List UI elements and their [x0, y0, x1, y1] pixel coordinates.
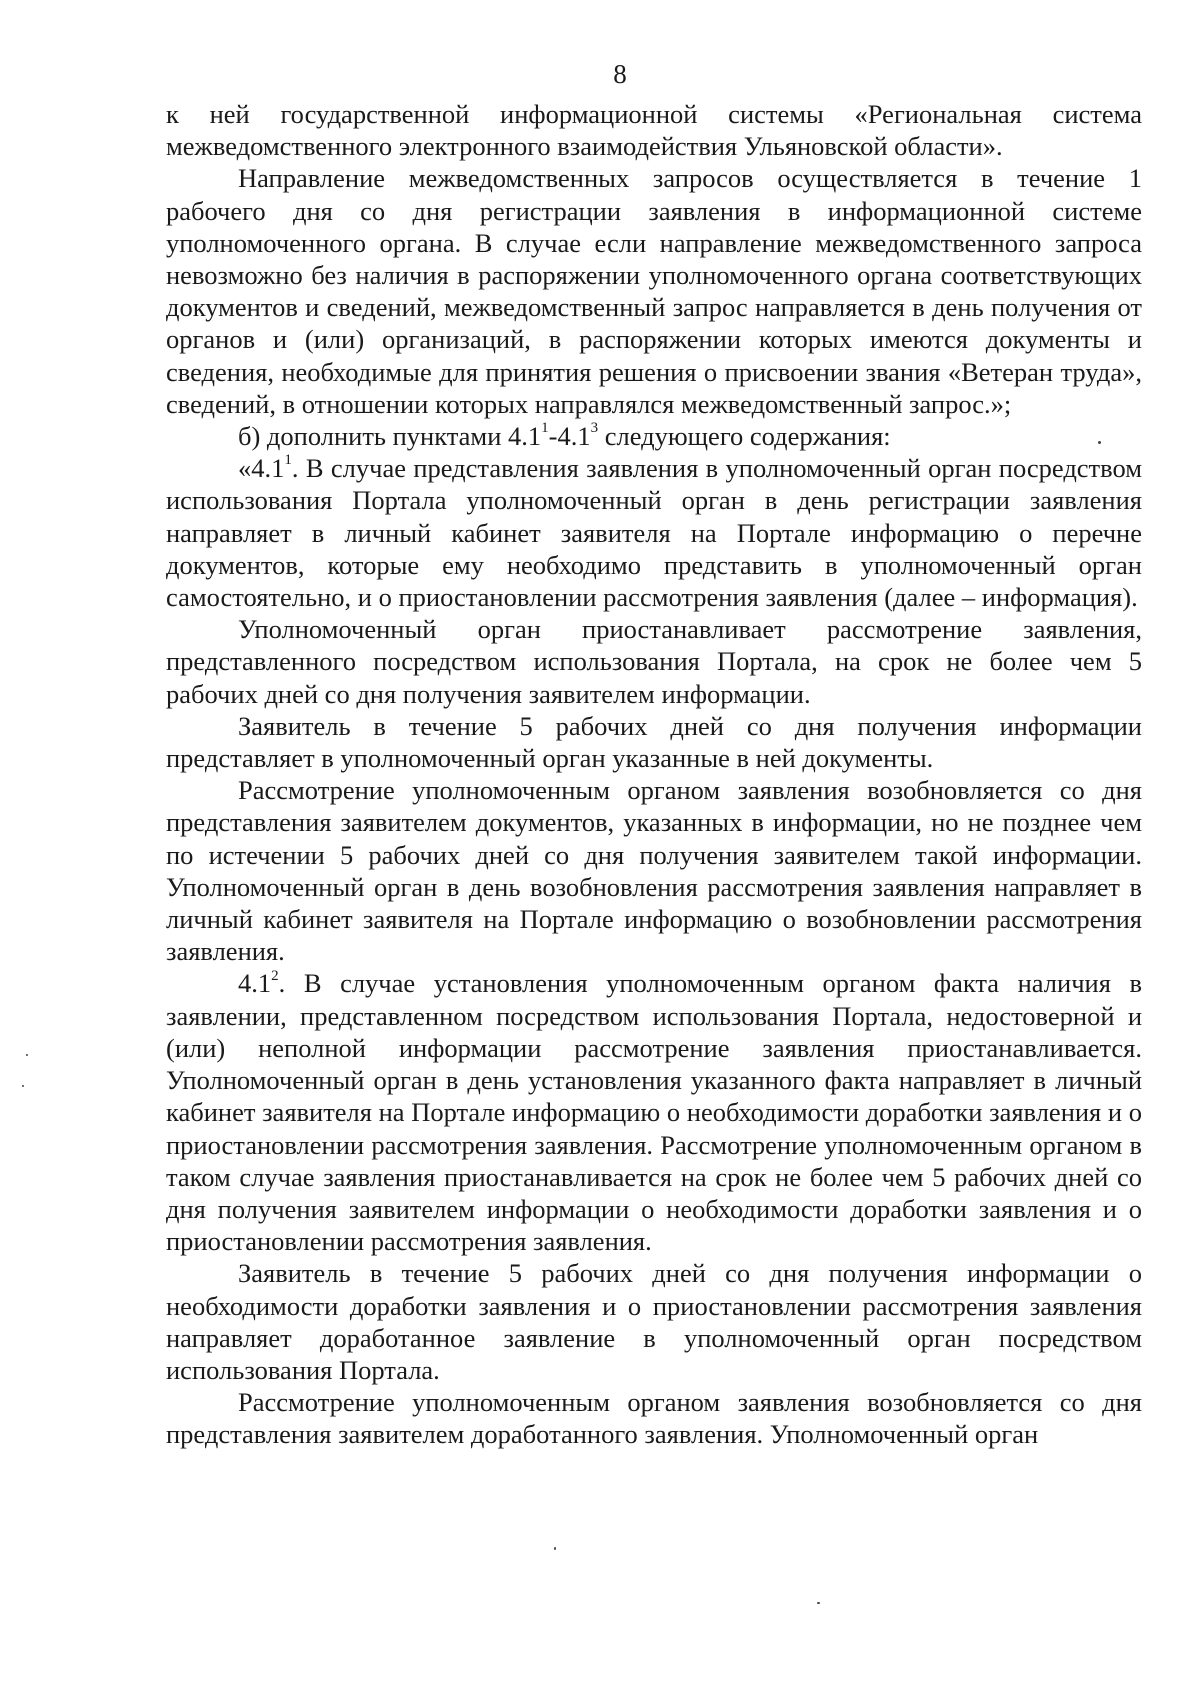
paragraph-clause-4-1-1: [166, 452, 1142, 613]
paragraph-resumption-revised: Рассмотрение уполномоченным органом заявления возобновляется со дня представления заявителем доработанного заявления. Уполномоченный орган: [166, 1387, 1142, 1450]
superscript: 1: [541, 420, 549, 437]
paragraph-amendment-b: [166, 420, 1142, 452]
scan-speck: [22, 1085, 24, 1087]
clause-text: . В случае представления заявления в уполномоченный орган посредством использования Портала уполномоченный орган в день регистрации заявления направляет в личный кабинет заявителя на Портале информацию о перечне документов, которые ему необходимо представить в уполномоченный орган самостоятельно, и о приостановлении рассмотрения заявления (далее – информация).: [166, 453, 1142, 613]
scan-speck: [817, 1602, 820, 1604]
page-number: 8: [613, 59, 627, 89]
scan-speck: [554, 1547, 556, 1550]
paragraph-suspension: Уполномоченный орган приостанавливает рассмотрение заявления, представленного посредством использования Портала, на срок не более чем 5 рабочих дней со дня получения заявителем информации.: [166, 614, 1142, 709]
paragraph-resumption: Рассмотрение уполномоченным органом заявления возобновляется со дня представления заявителем документов, указанных в информации, но не позднее чем по истечении 5 рабочих дней со дня получения заявителем такой информации. Уполномоченный орган в день возобновления рассмотрения заявления направляет в личный кабинет заявителя на Портале информацию о возобновлении рассмотрения заявления.: [166, 775, 1142, 967]
amendment-b-text-start: б) дополнить пунктами 4.1: [238, 421, 542, 452]
amendment-b-text-end: следующего содержания:: [598, 421, 891, 452]
clause-text: . В случае установления уполномоченным органом факта наличия в заявлении, представленном посредством использования Портала, недостоверной и (или) неполной информации рассмотрение заявления приостанавливается. Уполномоченный орган в день установления указанного факта направляет в личный кабинет заявителя на Портале информацию о необходимости доработки заявления и о приостановлении рассмотрения заявления. Рассмотрение уполномоченным органом в таком случае заявления приостанавливается на срок не более чем 5 рабочих дней со дня получения заявителем информации о необходимости доработки заявления и о приостановлении рассмотрения заявления.: [166, 968, 1142, 1257]
paragraph-applicant-revision: Заявитель в течение 5 рабочих дней со дня получения информации о необходимости доработки заявления и о приостановлении рассмотрения заявления направляет доработанное заявление в уполномоченный орган посредством использования Портала.: [166, 1258, 1142, 1385]
superscript: 1: [284, 452, 292, 469]
amendment-b-text-middle: -4.1: [548, 421, 591, 452]
document-body: [166, 98, 1142, 1451]
clause-number: 4.1: [238, 968, 272, 999]
paragraph-clause-4-1-2: [166, 967, 1142, 1257]
scan-speck: [26, 1054, 28, 1056]
paragraph-applicant-documents: Заявитель в течение 5 рабочих дней со дня получения информации представляет в уполномоченный орган указанные в ней документы.: [166, 710, 1142, 774]
clause-number: «4.1: [238, 453, 285, 484]
scan-speck: [1098, 441, 1101, 444]
superscript: 2: [271, 967, 279, 984]
paragraph-interagency-requests: Направление межведомственных запросов осуществляется в течение 1 рабочего дня со дня регистрации заявления в информационной системе уполномоченного органа. В случае если направление межведомственного запроса невозможно без наличия в распоряжении уполномоченного органа соответствующих документов и сведений, межведомственный запрос направляется в день получения от органов и (или) организаций, в распоряжении которых имеются документы и сведения, необходимые для принятия решения о присвоении звания «Ветеран труда», сведений, в отношении которых направлялся межведомственный запрос.»;: [166, 163, 1142, 419]
paragraph-continuation: к ней государственной информационной системы «Региональная система межведомственного электронного взаимодействия Ульяновской области».: [166, 99, 1142, 162]
superscript: 3: [590, 420, 599, 437]
